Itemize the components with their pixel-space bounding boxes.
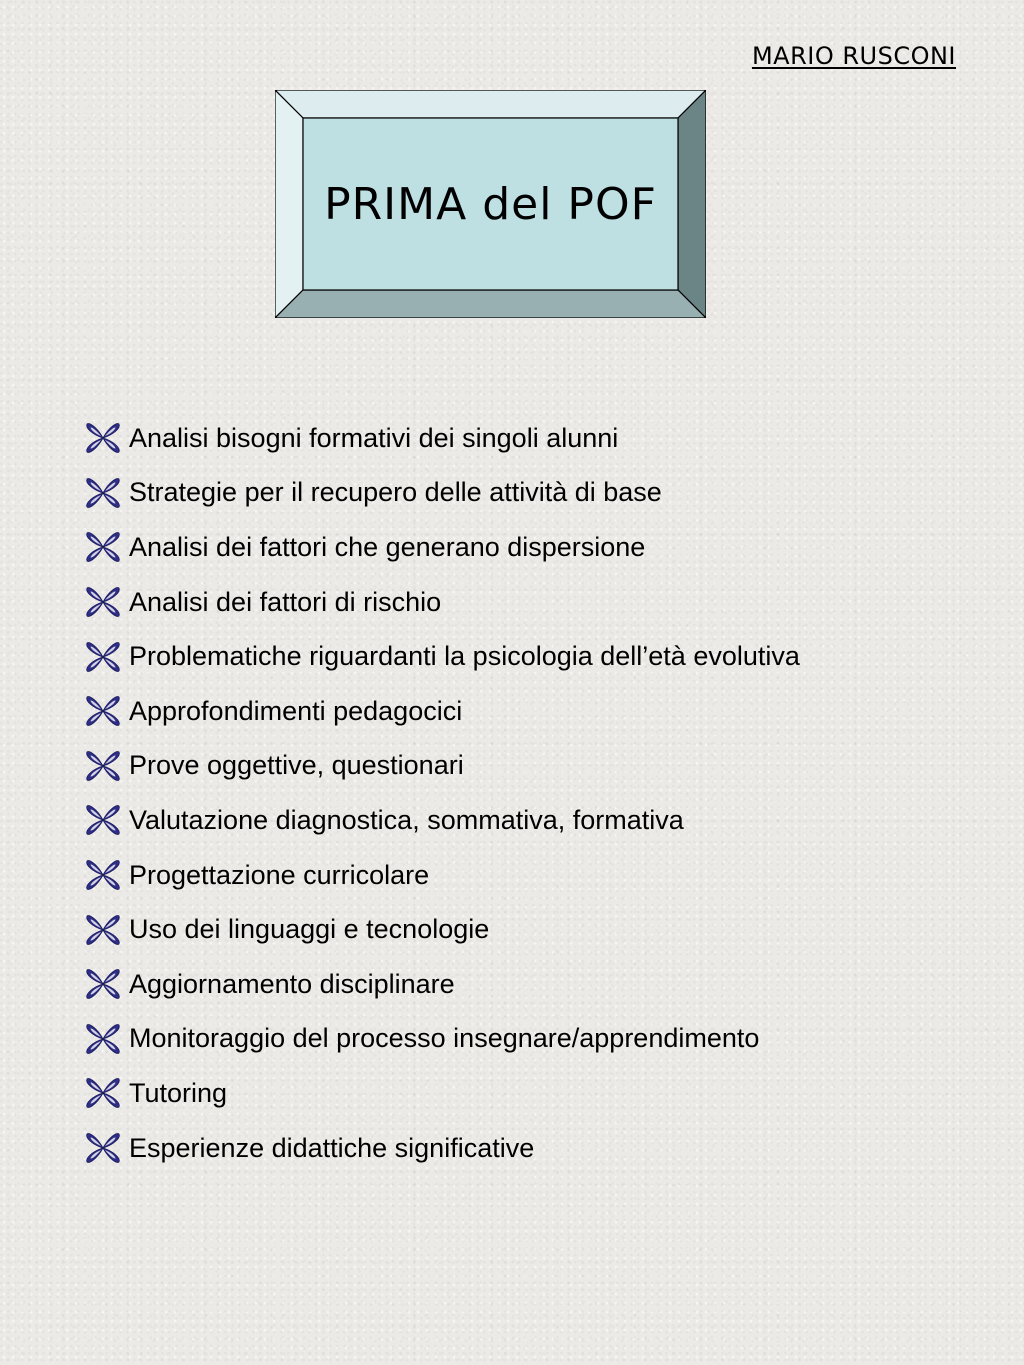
author-name: MARIO RUSCONI [751, 42, 956, 70]
butterfly-wings-icon [85, 966, 121, 1002]
butterfly-wings-icon [85, 748, 121, 784]
list-item-label: Progettazione curricolare [129, 859, 430, 890]
list-item-label: Monitoraggio del processo insegnare/apprendimento [129, 1023, 760, 1054]
list-item [85, 1012, 985, 1067]
list-item [85, 1066, 985, 1121]
page-title: PRIMA del POF [324, 178, 657, 230]
list-item [85, 1121, 985, 1176]
list-item [85, 902, 985, 957]
butterfly-wings-icon [85, 529, 121, 565]
list-item-label: Strategie per il recupero delle attività di base [129, 477, 662, 508]
butterfly-wings-icon [85, 1075, 121, 1111]
title-bevel-box [275, 90, 706, 318]
butterfly-wings-icon [85, 693, 121, 729]
list-item [85, 520, 985, 575]
list-item [85, 629, 985, 684]
list-item-label: Analisi bisogni formativi dei singoli alunni [129, 422, 619, 453]
butterfly-wings-icon [85, 584, 121, 620]
list-item-label: Analisi dei fattori che generano dispersione [129, 531, 646, 562]
list-item-label: Aggiornamento disciplinare [129, 968, 455, 999]
butterfly-wings-icon [85, 1130, 121, 1166]
list-item-label: Esperienze didattiche significative [129, 1132, 535, 1163]
butterfly-wings-icon [85, 475, 121, 511]
butterfly-wings-icon [85, 857, 121, 893]
list-item-label: Approfondimenti pedagocici [129, 695, 463, 726]
butterfly-wings-icon [85, 912, 121, 948]
list-item-label: Uso dei linguaggi e tecnologie [129, 914, 490, 945]
list-item-label: Valutazione diagnostica, sommativa, formativa [129, 804, 684, 835]
butterfly-wings-icon [85, 639, 121, 675]
list-item [85, 793, 985, 848]
butterfly-wings-icon [85, 802, 121, 838]
butterfly-wings-icon [85, 420, 121, 456]
list-item [85, 466, 985, 521]
list-item [85, 848, 985, 903]
list-item [85, 575, 985, 630]
list-item [85, 411, 985, 466]
list-item-label: Problematiche riguardanti la psicologia dell’età evolutiva [129, 641, 800, 672]
topic-list [85, 411, 985, 1175]
list-item [85, 957, 985, 1012]
butterfly-wings-icon [85, 1021, 121, 1057]
list-item-label: Analisi dei fattori di rischio [129, 586, 442, 617]
list-item-label: Tutoring [129, 1077, 228, 1108]
list-item [85, 739, 985, 794]
list-item [85, 684, 985, 739]
list-item-label: Prove oggettive, questionari [129, 750, 464, 781]
